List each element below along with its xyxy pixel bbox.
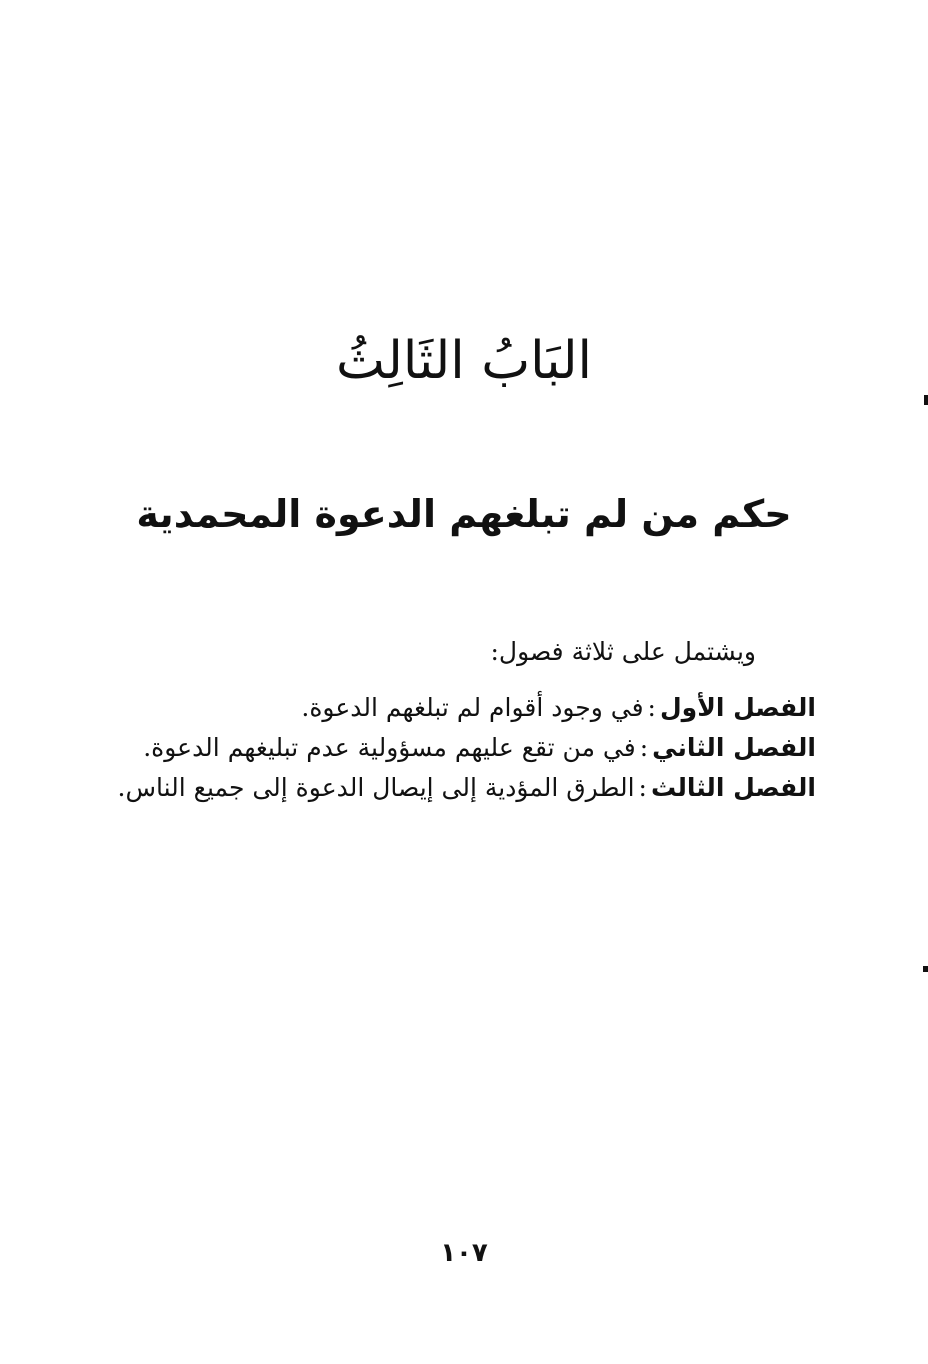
chapter-heading: حكم من لم تبلغهم الدعوة المحمدية (136, 492, 792, 536)
chapter-item-3 (118, 768, 817, 808)
scan-mark (924, 395, 928, 405)
chapter-item-2 (118, 728, 817, 768)
chapter-text: في وجود أقوام لم تبلغهم الدعوة. (301, 693, 644, 722)
chapter-separator: : (638, 773, 647, 802)
chapter-item-1 (118, 688, 817, 728)
chapter-label: الفصل الأول (659, 693, 816, 722)
chapter-label: الفصل الثاني (652, 733, 816, 762)
chapter-text: في من تقع عليهم مسؤولية عدم تبليغهم الدعوة. (143, 733, 636, 762)
page-number: ١٠٧ (440, 1238, 488, 1268)
section-title: البَابُ الثَالِثُ (335, 331, 593, 391)
chapter-label: الفصل الثالث (650, 773, 816, 802)
intro-text: ويشتمل على ثلاثة فصول: (490, 637, 756, 666)
chapter-separator: : (647, 693, 656, 722)
chapter-list (118, 688, 817, 808)
chapter-text: الطرق المؤدية إلى إيصال الدعوة إلى جميع الناس. (117, 773, 635, 802)
chapter-separator: : (639, 733, 649, 762)
scan-mark (923, 966, 928, 972)
